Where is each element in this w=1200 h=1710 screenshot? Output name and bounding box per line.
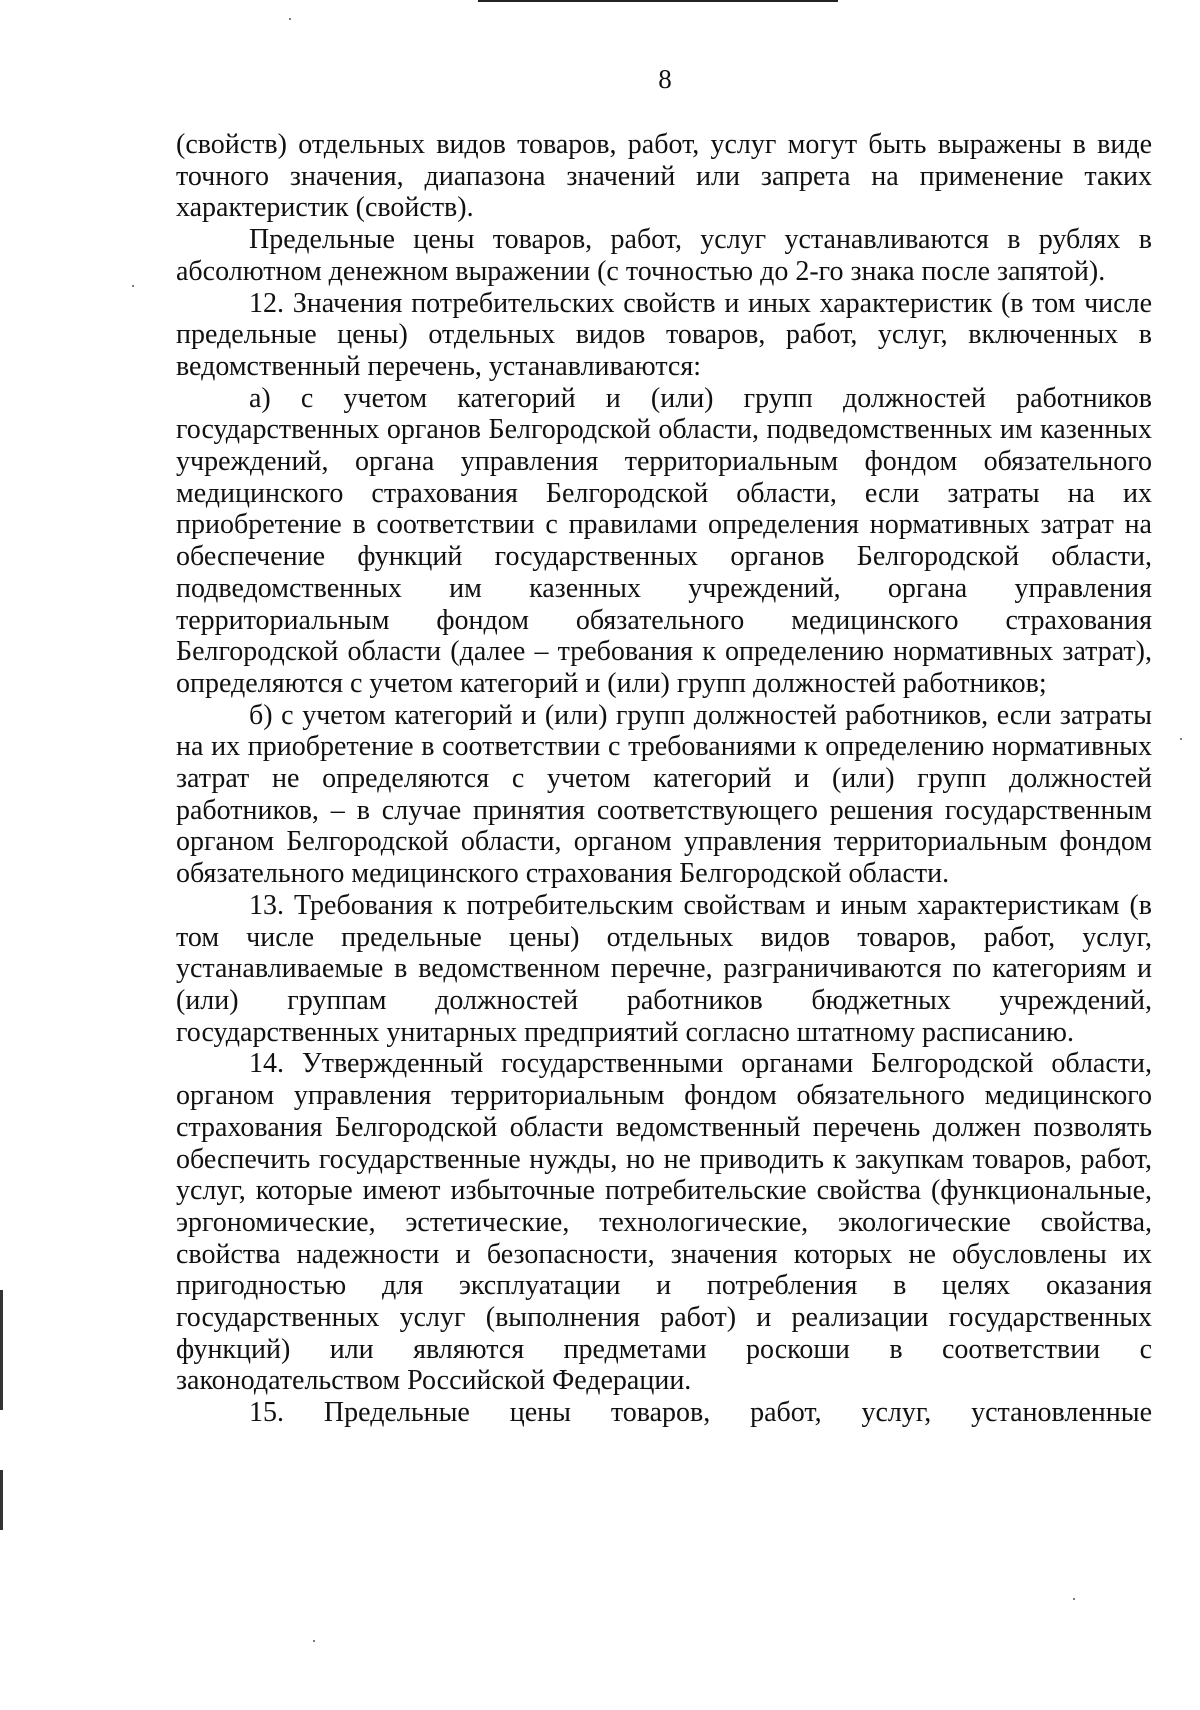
- paragraph-item-14: 14. Утвержденный государственными органами Белгородской области, органом управления территориальным фондом обязательного медицинского страхования Белгородской области ведомственный перечень должен позволять обеспечить государственные нужды, но не приводить к закупкам товаров, работ, услуг, которые имеют избыточные потребительские свойства (функциональные, эргономические, эстетические, технологические, экологические свойства, свойства надежности и безопасности, значения которых не обусловлены их пригодностью для эксплуатации и потребления в целях оказания государственных услуг (выполнения работ) и реализации государственных функций) или являются предметами роскоши в соответствии с законодательством Российской Федерации.: [176, 1048, 1152, 1397]
- paragraph-item-12a: а) с учетом категорий и (или) групп должностей работников государственных органов Белгородской области, подведомственных им казенных учреждений, органа управления территориальным фондом обязательного медицинского страхования Белгородской области, если затраты на их приобретение в соответствии с правилами определения нормативных затрат на обеспечение функций государственных органов Белгородской области, подведомственных им казенных учреждений, органа управления территориальным фондом обязательного медицинского страхования Белгородской области (далее – требования к определению нормативных затрат), определяются с учетом категорий и (или) групп должностей работников;: [176, 382, 1152, 699]
- paragraph-continuation: (свойств) отдельных видов товаров, работ, услуг могут быть выражены в виде точного значения, диапазона значений или запрета на применение таких характеристик (свойств).: [176, 129, 1152, 224]
- scan-speck: [289, 18, 291, 20]
- paragraph-item-15: 15. Предельные цены товаров, работ, услуг, установленные: [249, 1397, 1152, 1429]
- paragraph-prices: Предельные цены товаров, работ, услуг устанавливаются в рублях в абсолютном денежном выражении (с точностью до 2-го знака после запятой).: [176, 224, 1152, 287]
- page-number: 8: [658, 64, 672, 94]
- scan-edge-mark: [0, 1470, 3, 1530]
- document-body: [176, 129, 1152, 1429]
- paragraph-item-13: 13. Требования к потребительским свойствам и иным характеристикам (в том числе предельные цены) отдельных видов товаров, работ, услуг, устанавливаемые в ведомственном перечне, разграничиваются по категориям и (или) группам должностей работников бюджетных учреждений, государственных унитарных предприятий согласно штатному расписанию.: [176, 889, 1152, 1048]
- scan-speck: [313, 1640, 315, 1642]
- scan-speck: [1180, 738, 1182, 740]
- scan-edge-mark: [0, 1290, 3, 1410]
- paragraph-item-12: 12. Значения потребительских свойств и иных характеристик (в том числе предельные цены) отдельных видов товаров, работ, услуг, включенных в ведомственный перечень, устанавливаются:: [176, 287, 1152, 382]
- paragraph-item-12b: б) с учетом категорий и (или) групп должностей работников, если затраты на их приобретение в соответствии с требованиями к определению нормативных затрат не определяются с учетом категорий и (или) групп должностей работников, – в случае принятия соответствующего решения государственным органом Белгородской области, органом управления территориальным фондом обязательного медицинского страхования Белгородской области.: [176, 699, 1152, 890]
- top-border-line: [478, 0, 838, 2]
- scan-speck: [132, 285, 134, 287]
- scan-speck: [1073, 1598, 1075, 1600]
